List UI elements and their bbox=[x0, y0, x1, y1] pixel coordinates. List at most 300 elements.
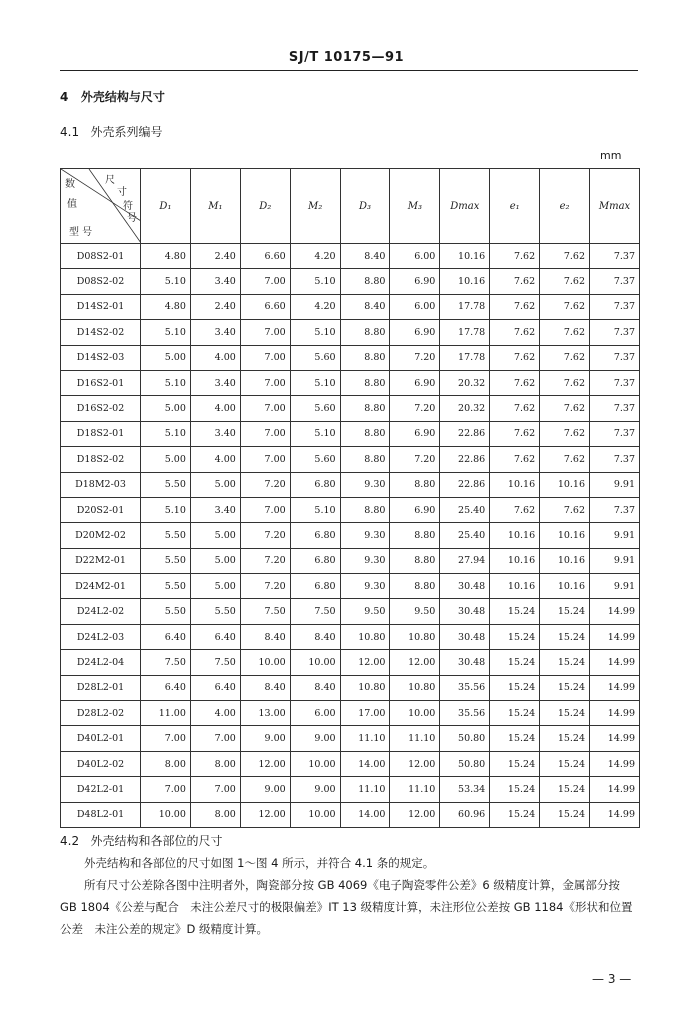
value-cell: 8.00 bbox=[190, 802, 240, 827]
value-cell: 7.00 bbox=[240, 447, 290, 472]
value-cell: 10.16 bbox=[540, 472, 590, 497]
value-cell: 4.00 bbox=[190, 447, 240, 472]
value-cell: 22.86 bbox=[440, 421, 490, 446]
value-cell: 10.16 bbox=[540, 574, 590, 599]
paragraph-structure: 外壳结构和各部位的尺寸如图 1～图 4 所示，并符合 4.1 条的规定。 bbox=[84, 856, 435, 870]
value-cell: 5.60 bbox=[290, 345, 340, 370]
corner-label-fu: 符 bbox=[123, 201, 133, 212]
value-cell: 5.10 bbox=[290, 269, 340, 294]
value-cell: 9.91 bbox=[590, 472, 640, 497]
value-cell: 6.80 bbox=[290, 574, 340, 599]
value-cell: 8.80 bbox=[390, 574, 440, 599]
model-cell: D18S2-02 bbox=[61, 447, 141, 472]
value-cell: 9.91 bbox=[590, 548, 640, 573]
value-cell: 7.62 bbox=[490, 497, 540, 522]
table-row bbox=[61, 599, 640, 624]
value-cell: 10.00 bbox=[141, 802, 191, 827]
value-cell: 8.80 bbox=[340, 370, 390, 395]
value-cell: 9.00 bbox=[290, 777, 340, 802]
value-cell: 14.99 bbox=[590, 751, 640, 776]
value-cell: 10.16 bbox=[540, 523, 590, 548]
value-cell: 7.62 bbox=[490, 370, 540, 395]
value-cell: 7.37 bbox=[590, 370, 640, 395]
value-cell: 7.00 bbox=[240, 345, 290, 370]
housing-series-table bbox=[60, 168, 640, 828]
value-cell: 6.00 bbox=[390, 244, 440, 269]
value-cell: 10.00 bbox=[290, 802, 340, 827]
value-cell: 9.91 bbox=[590, 523, 640, 548]
value-cell: 7.37 bbox=[590, 269, 640, 294]
table-row bbox=[61, 548, 640, 573]
value-cell: 7.00 bbox=[240, 320, 290, 345]
value-cell: 7.20 bbox=[240, 523, 290, 548]
value-cell: 11.10 bbox=[340, 777, 390, 802]
value-cell: 3.40 bbox=[190, 497, 240, 522]
table-row bbox=[61, 320, 640, 345]
table-body bbox=[61, 244, 640, 828]
corner-header-cell bbox=[61, 169, 141, 244]
value-cell: 8.80 bbox=[390, 548, 440, 573]
value-cell: 5.10 bbox=[290, 320, 340, 345]
table-row bbox=[61, 701, 640, 726]
value-cell: 8.40 bbox=[240, 675, 290, 700]
model-cell: D24L2-03 bbox=[61, 624, 141, 649]
value-cell: 15.24 bbox=[490, 802, 540, 827]
value-cell: 14.99 bbox=[590, 777, 640, 802]
value-cell: 35.56 bbox=[440, 701, 490, 726]
model-cell: D48L2-01 bbox=[61, 802, 141, 827]
column-header: Mmax bbox=[590, 169, 640, 244]
standard-code: SJ/T 10175—91 bbox=[288, 50, 405, 65]
value-cell: 8.40 bbox=[340, 294, 390, 319]
table-row bbox=[61, 396, 640, 421]
value-cell: 9.30 bbox=[340, 548, 390, 573]
model-cell: D14S2-01 bbox=[61, 294, 141, 319]
value-cell: 8.80 bbox=[340, 269, 390, 294]
table-header-row bbox=[61, 169, 640, 244]
table-row bbox=[61, 574, 640, 599]
model-cell: D40L2-02 bbox=[61, 751, 141, 776]
table-row bbox=[61, 523, 640, 548]
column-header: D₂ bbox=[240, 169, 290, 244]
value-cell: 7.62 bbox=[540, 244, 590, 269]
value-cell: 4.00 bbox=[190, 701, 240, 726]
value-cell: 14.99 bbox=[590, 802, 640, 827]
table-row bbox=[61, 294, 640, 319]
value-cell: 5.00 bbox=[190, 548, 240, 573]
value-cell: 5.50 bbox=[141, 472, 191, 497]
value-cell: 5.10 bbox=[290, 370, 340, 395]
value-cell: 8.80 bbox=[340, 497, 390, 522]
value-cell: 15.24 bbox=[490, 599, 540, 624]
value-cell: 7.62 bbox=[540, 497, 590, 522]
value-cell: 15.24 bbox=[490, 751, 540, 776]
value-cell: 14.00 bbox=[340, 751, 390, 776]
value-cell: 4.00 bbox=[190, 345, 240, 370]
value-cell: 20.32 bbox=[440, 396, 490, 421]
value-cell: 7.62 bbox=[490, 294, 540, 319]
paragraph-tolerance: 所有尺寸公差除各图中注明者外，陶瓷部分按 GB 4069《电子陶瓷零件公差》6 级精度计算，金属部分按 GB 1804《公差与配合 未注公差尺寸的极限偏差》IT 13 级精度计算，未注形位公差按 GB 1184《形状和位置公差 未注公差的规定》D 级精度计算。 bbox=[60, 878, 633, 936]
value-cell: 12.00 bbox=[390, 802, 440, 827]
value-cell: 10.16 bbox=[490, 574, 540, 599]
section-4-2-heading bbox=[60, 830, 638, 852]
value-cell: 7.00 bbox=[190, 726, 240, 751]
value-cell: 7.00 bbox=[141, 726, 191, 751]
value-cell: 10.00 bbox=[290, 751, 340, 776]
value-cell: 6.40 bbox=[141, 675, 191, 700]
value-cell: 6.40 bbox=[190, 624, 240, 649]
value-cell: 7.00 bbox=[141, 777, 191, 802]
model-cell: D08S2-02 bbox=[61, 269, 141, 294]
column-header: D₃ bbox=[340, 169, 390, 244]
value-cell: 7.37 bbox=[590, 294, 640, 319]
value-cell: 10.80 bbox=[340, 675, 390, 700]
value-cell: 8.40 bbox=[290, 675, 340, 700]
value-cell: 7.62 bbox=[540, 320, 590, 345]
value-cell: 5.00 bbox=[190, 574, 240, 599]
table-row bbox=[61, 650, 640, 675]
model-cell: D24L2-02 bbox=[61, 599, 141, 624]
value-cell: 13.00 bbox=[240, 701, 290, 726]
value-cell: 7.62 bbox=[540, 421, 590, 446]
value-cell: 6.90 bbox=[390, 370, 440, 395]
value-cell: 15.24 bbox=[540, 701, 590, 726]
value-cell: 8.80 bbox=[340, 320, 390, 345]
model-cell: D40L2-01 bbox=[61, 726, 141, 751]
value-cell: 9.30 bbox=[340, 574, 390, 599]
model-cell: D28L2-01 bbox=[61, 675, 141, 700]
value-cell: 8.80 bbox=[390, 523, 440, 548]
value-cell: 7.62 bbox=[540, 294, 590, 319]
value-cell: 14.99 bbox=[590, 599, 640, 624]
section-number: 4.2 bbox=[60, 834, 80, 848]
value-cell: 7.00 bbox=[240, 370, 290, 395]
value-cell: 4.20 bbox=[290, 294, 340, 319]
value-cell: 30.48 bbox=[440, 650, 490, 675]
value-cell: 10.00 bbox=[290, 650, 340, 675]
value-cell: 7.00 bbox=[190, 777, 240, 802]
value-cell: 15.24 bbox=[540, 650, 590, 675]
value-cell: 15.24 bbox=[540, 624, 590, 649]
value-cell: 7.62 bbox=[490, 269, 540, 294]
model-cell: D24M2-01 bbox=[61, 574, 141, 599]
corner-label-cun: 寸 bbox=[117, 187, 127, 198]
column-header: D₁ bbox=[141, 169, 191, 244]
value-cell: 3.40 bbox=[190, 370, 240, 395]
value-cell: 7.37 bbox=[590, 396, 640, 421]
value-cell: 11.10 bbox=[390, 777, 440, 802]
value-cell: 15.24 bbox=[490, 777, 540, 802]
table-row bbox=[61, 675, 640, 700]
value-cell: 7.20 bbox=[390, 447, 440, 472]
value-cell: 14.99 bbox=[590, 726, 640, 751]
value-cell: 7.37 bbox=[590, 320, 640, 345]
value-cell: 7.62 bbox=[490, 345, 540, 370]
value-cell: 6.90 bbox=[390, 269, 440, 294]
model-cell: D16S2-02 bbox=[61, 396, 141, 421]
value-cell: 8.80 bbox=[340, 345, 390, 370]
value-cell: 15.24 bbox=[490, 624, 540, 649]
page-number: — 3 — bbox=[592, 972, 632, 986]
section-4-heading bbox=[60, 88, 165, 105]
value-cell: 8.40 bbox=[340, 244, 390, 269]
model-cell: D28L2-02 bbox=[61, 701, 141, 726]
column-header: M₁ bbox=[190, 169, 240, 244]
table-row bbox=[61, 751, 640, 776]
table-row bbox=[61, 624, 640, 649]
value-cell: 8.80 bbox=[340, 421, 390, 446]
value-cell: 10.80 bbox=[340, 624, 390, 649]
value-cell: 8.80 bbox=[390, 472, 440, 497]
value-cell: 12.00 bbox=[340, 650, 390, 675]
value-cell: 7.50 bbox=[190, 650, 240, 675]
value-cell: 6.80 bbox=[290, 472, 340, 497]
section-number: 4 bbox=[60, 90, 69, 104]
header-rule bbox=[60, 70, 638, 71]
model-cell: D08S2-01 bbox=[61, 244, 141, 269]
value-cell: 4.80 bbox=[141, 244, 191, 269]
value-cell: 5.50 bbox=[190, 599, 240, 624]
value-cell: 9.00 bbox=[290, 726, 340, 751]
value-cell: 7.20 bbox=[240, 548, 290, 573]
value-cell: 11.00 bbox=[141, 701, 191, 726]
value-cell: 8.40 bbox=[290, 624, 340, 649]
unit-label: mm bbox=[600, 149, 622, 162]
model-cell: D16S2-01 bbox=[61, 370, 141, 395]
value-cell: 15.24 bbox=[540, 599, 590, 624]
value-cell: 5.50 bbox=[141, 523, 191, 548]
value-cell: 12.00 bbox=[390, 650, 440, 675]
value-cell: 5.10 bbox=[141, 421, 191, 446]
value-cell: 60.96 bbox=[440, 802, 490, 827]
value-cell: 11.10 bbox=[340, 726, 390, 751]
value-cell: 20.32 bbox=[440, 370, 490, 395]
value-cell: 7.62 bbox=[490, 320, 540, 345]
model-cell: D14S2-03 bbox=[61, 345, 141, 370]
value-cell: 6.40 bbox=[190, 675, 240, 700]
table-row bbox=[61, 497, 640, 522]
value-cell: 15.24 bbox=[490, 675, 540, 700]
value-cell: 15.24 bbox=[540, 802, 590, 827]
section-title: 外壳结构与尺寸 bbox=[80, 90, 165, 104]
value-cell: 50.80 bbox=[440, 726, 490, 751]
model-cell: D42L2-01 bbox=[61, 777, 141, 802]
value-cell: 30.48 bbox=[440, 599, 490, 624]
value-cell: 11.10 bbox=[390, 726, 440, 751]
value-cell: 8.40 bbox=[240, 624, 290, 649]
table-row bbox=[61, 244, 640, 269]
value-cell: 7.00 bbox=[240, 421, 290, 446]
corner-label-zhi: 值 bbox=[67, 199, 77, 210]
section-number: 4.1 bbox=[60, 125, 80, 139]
value-cell: 17.78 bbox=[440, 345, 490, 370]
value-cell: 15.24 bbox=[540, 751, 590, 776]
column-header: e₂ bbox=[540, 169, 590, 244]
corner-label-xinghao: 型 号 bbox=[69, 227, 93, 238]
model-cell: D18S2-01 bbox=[61, 421, 141, 446]
value-cell: 7.62 bbox=[490, 396, 540, 421]
corner-label-hao: 号 bbox=[127, 213, 137, 224]
value-cell: 25.40 bbox=[440, 523, 490, 548]
value-cell: 5.50 bbox=[141, 574, 191, 599]
value-cell: 5.00 bbox=[190, 523, 240, 548]
value-cell: 22.86 bbox=[440, 472, 490, 497]
value-cell: 7.50 bbox=[240, 599, 290, 624]
value-cell: 30.48 bbox=[440, 574, 490, 599]
model-cell: D20S2-01 bbox=[61, 497, 141, 522]
value-cell: 3.40 bbox=[190, 269, 240, 294]
value-cell: 5.50 bbox=[141, 548, 191, 573]
value-cell: 5.00 bbox=[190, 472, 240, 497]
value-cell: 5.50 bbox=[141, 599, 191, 624]
value-cell: 7.00 bbox=[240, 396, 290, 421]
value-cell: 7.37 bbox=[590, 345, 640, 370]
corner-label-chi: 尺 bbox=[105, 175, 115, 186]
value-cell: 9.30 bbox=[340, 523, 390, 548]
value-cell: 4.20 bbox=[290, 244, 340, 269]
value-cell: 7.20 bbox=[390, 345, 440, 370]
value-cell: 17.78 bbox=[440, 294, 490, 319]
value-cell: 6.90 bbox=[390, 320, 440, 345]
value-cell: 7.00 bbox=[240, 269, 290, 294]
value-cell: 5.00 bbox=[141, 447, 191, 472]
value-cell: 7.62 bbox=[540, 345, 590, 370]
value-cell: 10.00 bbox=[390, 701, 440, 726]
value-cell: 6.00 bbox=[290, 701, 340, 726]
value-cell: 15.24 bbox=[490, 701, 540, 726]
section-title: 外壳结构和各部位的尺寸 bbox=[90, 834, 223, 848]
section-4-1-heading bbox=[60, 123, 163, 140]
value-cell: 9.00 bbox=[240, 777, 290, 802]
value-cell: 8.80 bbox=[340, 396, 390, 421]
model-cell: D24L2-04 bbox=[61, 650, 141, 675]
column-header: M₃ bbox=[390, 169, 440, 244]
value-cell: 7.37 bbox=[590, 421, 640, 446]
value-cell: 12.00 bbox=[240, 751, 290, 776]
value-cell: 4.80 bbox=[141, 294, 191, 319]
value-cell: 7.62 bbox=[540, 370, 590, 395]
value-cell: 15.24 bbox=[540, 777, 590, 802]
value-cell: 50.80 bbox=[440, 751, 490, 776]
value-cell: 7.62 bbox=[490, 447, 540, 472]
value-cell: 6.60 bbox=[240, 294, 290, 319]
value-cell: 9.91 bbox=[590, 574, 640, 599]
model-cell: D20M2-02 bbox=[61, 523, 141, 548]
corner-label-shu: 数 bbox=[65, 179, 75, 190]
value-cell: 10.16 bbox=[490, 472, 540, 497]
value-cell: 7.20 bbox=[390, 396, 440, 421]
value-cell: 7.50 bbox=[141, 650, 191, 675]
value-cell: 7.37 bbox=[590, 497, 640, 522]
value-cell: 15.24 bbox=[540, 675, 590, 700]
value-cell: 7.62 bbox=[540, 396, 590, 421]
table-row bbox=[61, 777, 640, 802]
table-row bbox=[61, 421, 640, 446]
column-header: e₁ bbox=[490, 169, 540, 244]
value-cell: 10.16 bbox=[490, 523, 540, 548]
value-cell: 6.60 bbox=[240, 244, 290, 269]
value-cell: 15.24 bbox=[490, 650, 540, 675]
value-cell: 6.90 bbox=[390, 421, 440, 446]
table-row bbox=[61, 802, 640, 827]
value-cell: 9.00 bbox=[240, 726, 290, 751]
value-cell: 7.62 bbox=[540, 447, 590, 472]
value-cell: 5.10 bbox=[141, 269, 191, 294]
value-cell: 5.10 bbox=[141, 320, 191, 345]
value-cell: 12.00 bbox=[240, 802, 290, 827]
value-cell: 5.10 bbox=[141, 370, 191, 395]
value-cell: 7.62 bbox=[490, 421, 540, 446]
value-cell: 5.10 bbox=[141, 497, 191, 522]
table-row bbox=[61, 345, 640, 370]
table-row bbox=[61, 447, 640, 472]
value-cell: 8.00 bbox=[141, 751, 191, 776]
value-cell: 2.40 bbox=[190, 294, 240, 319]
value-cell: 10.16 bbox=[540, 548, 590, 573]
value-cell: 14.99 bbox=[590, 624, 640, 649]
value-cell: 5.10 bbox=[290, 421, 340, 446]
value-cell: 5.60 bbox=[290, 447, 340, 472]
value-cell: 10.00 bbox=[240, 650, 290, 675]
table-row bbox=[61, 269, 640, 294]
value-cell: 15.24 bbox=[540, 726, 590, 751]
value-cell: 6.40 bbox=[141, 624, 191, 649]
value-cell: 6.80 bbox=[290, 523, 340, 548]
value-cell: 10.80 bbox=[390, 675, 440, 700]
value-cell: 14.99 bbox=[590, 701, 640, 726]
value-cell: 7.37 bbox=[590, 244, 640, 269]
value-cell: 7.20 bbox=[240, 472, 290, 497]
value-cell: 15.24 bbox=[490, 726, 540, 751]
value-cell: 35.56 bbox=[440, 675, 490, 700]
value-cell: 30.48 bbox=[440, 624, 490, 649]
table-row bbox=[61, 726, 640, 751]
value-cell: 2.40 bbox=[190, 244, 240, 269]
value-cell: 14.99 bbox=[590, 675, 640, 700]
value-cell: 6.00 bbox=[390, 294, 440, 319]
value-cell: 9.50 bbox=[340, 599, 390, 624]
value-cell: 6.80 bbox=[290, 548, 340, 573]
value-cell: 14.00 bbox=[340, 802, 390, 827]
value-cell: 5.10 bbox=[290, 497, 340, 522]
table-row bbox=[61, 472, 640, 497]
value-cell: 4.00 bbox=[190, 396, 240, 421]
column-header: M₂ bbox=[290, 169, 340, 244]
section-title: 外壳系列编号 bbox=[90, 125, 163, 139]
value-cell: 53.34 bbox=[440, 777, 490, 802]
value-cell: 7.37 bbox=[590, 447, 640, 472]
value-cell: 5.60 bbox=[290, 396, 340, 421]
value-cell: 14.99 bbox=[590, 650, 640, 675]
model-cell: D22M2-01 bbox=[61, 548, 141, 573]
value-cell: 9.30 bbox=[340, 472, 390, 497]
value-cell: 8.00 bbox=[190, 751, 240, 776]
column-header: Dmax bbox=[440, 169, 490, 244]
value-cell: 6.90 bbox=[390, 497, 440, 522]
value-cell: 12.00 bbox=[390, 751, 440, 776]
model-cell: D14S2-02 bbox=[61, 320, 141, 345]
value-cell: 7.50 bbox=[290, 599, 340, 624]
value-cell: 27.94 bbox=[440, 548, 490, 573]
value-cell: 5.00 bbox=[141, 345, 191, 370]
value-cell: 3.40 bbox=[190, 421, 240, 446]
value-cell: 25.40 bbox=[440, 497, 490, 522]
value-cell: 8.80 bbox=[340, 447, 390, 472]
value-cell: 17.00 bbox=[340, 701, 390, 726]
value-cell: 7.62 bbox=[490, 244, 540, 269]
value-cell: 7.62 bbox=[540, 269, 590, 294]
value-cell: 10.16 bbox=[440, 269, 490, 294]
